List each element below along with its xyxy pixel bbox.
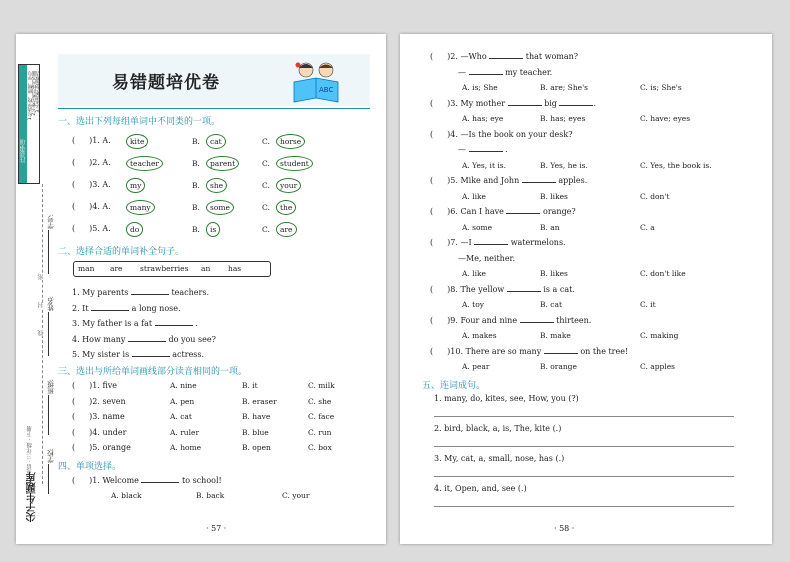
option-c[interactable]: C. she <box>308 396 332 406</box>
option-c[interactable]: C. making <box>640 331 679 340</box>
option-b[interactable]: B. likes <box>540 269 568 278</box>
seal-mark: 线 <box>38 330 45 336</box>
answer-blank[interactable] <box>469 151 503 152</box>
option-b[interactable]: B. it <box>242 381 258 390</box>
option-a[interactable]: A. ruler <box>170 427 200 437</box>
question-row: ( )3. A. <box>72 180 111 189</box>
option-letter: B. <box>192 203 200 212</box>
option-b[interactable]: B. has; eyes <box>540 114 586 123</box>
option-b[interactable]: some <box>206 200 234 215</box>
option-b[interactable]: B. cat <box>540 300 562 309</box>
option-c[interactable]: C. is; She's <box>640 83 682 92</box>
answer-line[interactable] <box>434 506 734 507</box>
name-field[interactable] <box>48 312 49 356</box>
question-line: ( )9. Four and nine thirteen. <box>430 315 592 325</box>
option-letter: C. <box>262 181 270 190</box>
option-a[interactable]: A. black <box>111 491 142 500</box>
question-line: ( )10. There are so many on the tree! <box>430 346 629 356</box>
option-c[interactable]: C. run <box>308 427 332 437</box>
class-label: 班级: <box>47 379 55 395</box>
option-a[interactable]: A. is; She <box>462 83 498 92</box>
option-a[interactable]: A. some <box>462 222 493 232</box>
question-row: ( )1. Welcome to school! <box>72 476 222 485</box>
option-c[interactable]: C. a <box>640 222 655 232</box>
section-5-heading: 五、连词成句。 <box>422 381 486 391</box>
option-c[interactable]: C. have; eyes <box>640 114 691 123</box>
sentence-row: 4. How many do you see? <box>72 334 216 344</box>
option-b[interactable]: is <box>206 222 220 237</box>
option-c[interactable]: are <box>276 222 297 237</box>
reorder-prompt: 3. My, cat, a, small, nose, has (.) <box>434 454 565 463</box>
question-line: ( )6. Can I have orange? <box>430 207 576 216</box>
option-b[interactable]: B. orange <box>540 362 577 371</box>
question-line: ( )3. My mother big . <box>430 98 597 108</box>
answer-blank[interactable] <box>91 310 129 311</box>
option-b[interactable]: parent <box>206 156 239 171</box>
answer-blank[interactable] <box>506 213 540 214</box>
option-b[interactable]: B. Yes, he is. <box>540 160 588 170</box>
question-line: ( )8. The yellow is a cat. <box>430 284 575 294</box>
option-c[interactable]: C. Yes, the book is. <box>640 160 712 170</box>
option-a[interactable]: my <box>126 178 145 193</box>
option-a[interactable]: do <box>126 222 143 237</box>
option-c[interactable]: C. apples <box>640 362 675 371</box>
option-a[interactable]: A. like <box>462 191 486 201</box>
question-row: ( )1. A. <box>72 136 111 145</box>
section-2-heading: 二、选择合适的单词补全句子。 <box>58 247 185 257</box>
class-field[interactable] <box>48 395 49 435</box>
option-c[interactable]: C. don't like <box>640 269 686 278</box>
answer-blank[interactable] <box>131 294 169 295</box>
option-c[interactable]: your <box>276 178 301 193</box>
option-a[interactable]: A. home <box>170 443 202 452</box>
page-title: 易错题培优卷 <box>112 73 220 93</box>
answer-blank[interactable] <box>559 105 593 106</box>
option-b[interactable]: B. eraser <box>242 396 277 406</box>
option-letter: B. <box>192 181 200 190</box>
answer-blank[interactable] <box>507 291 541 292</box>
option-c[interactable]: C. it <box>640 300 656 309</box>
option-c[interactable]: C. box <box>308 443 332 452</box>
option-b[interactable]: B. an <box>540 222 560 232</box>
option-c[interactable]: horse <box>276 134 305 149</box>
answer-line[interactable] <box>434 416 734 417</box>
word-bank-item: has <box>228 264 242 273</box>
question-row: ( )2. A. <box>72 158 111 167</box>
question-line: ( )4. —Is the book on your desk? <box>430 129 573 139</box>
school-field[interactable] <box>48 464 49 494</box>
option-c[interactable]: the <box>276 200 296 215</box>
option-b[interactable]: B. blue <box>242 427 269 437</box>
question-line: ( )2. —Who that woman? <box>430 52 579 61</box>
notice-line: 3.字迹清楚,卷面整洁 <box>36 71 41 113</box>
reorder-prompt: 1. many, do, kites, see, How, you (?) <box>434 394 579 403</box>
book-title: 尖子生题库 <box>27 472 38 522</box>
left-page <box>16 34 386 544</box>
edition-label: 英语 · 三年级 · 下册 <box>27 426 33 475</box>
id-label: 学号: <box>47 214 55 230</box>
reorder-prompt: 2. bird, black, a, is, The, kite (.) <box>434 424 562 433</box>
option-letter: C. <box>262 137 270 146</box>
option-b[interactable]: B. make <box>540 331 571 340</box>
option-b[interactable]: B. have <box>242 412 271 421</box>
option-b[interactable]: B. likes <box>540 191 568 201</box>
question-row: ( )2. seven <box>72 396 126 406</box>
page-number: · 57 · <box>206 524 227 533</box>
sentence-row: 3. My father is a fat . <box>72 319 198 328</box>
option-c[interactable]: student <box>276 156 313 171</box>
word-bank-item: an <box>201 264 211 273</box>
option-a[interactable]: A. Yes, it is. <box>462 160 506 170</box>
option-a[interactable]: A. has; eye <box>462 114 504 123</box>
question-line: ( )7. —I watermelons. <box>430 238 566 247</box>
answer-blank[interactable] <box>469 74 503 75</box>
option-a[interactable]: A. cat <box>170 412 192 421</box>
option-a[interactable]: A. toy <box>462 300 484 309</box>
option-b[interactable]: cat <box>206 134 226 149</box>
question-line: —Me, neither. <box>458 253 516 263</box>
sentence-row: 5. My sister is actress. <box>72 350 205 359</box>
notice-line: 1.写清学校、班级、学号 <box>28 71 33 121</box>
seal-mark: 封 <box>38 302 45 308</box>
option-c[interactable]: C. your <box>282 491 310 500</box>
question-line: ( )5. Mike and John apples. <box>430 176 588 185</box>
answer-line[interactable] <box>434 446 734 447</box>
option-a[interactable]: many <box>126 200 155 215</box>
option-c[interactable]: C. face <box>308 412 335 421</box>
question-line: — . <box>458 145 508 154</box>
page-number: · 58 · <box>554 524 575 533</box>
logo-text: ABC <box>319 86 334 94</box>
option-b[interactable]: B. back <box>196 491 225 500</box>
section-1-heading: 一、选出下列每组单词中不同类的一项。 <box>58 117 221 127</box>
option-letter: B. <box>192 159 200 168</box>
option-a[interactable]: kite <box>126 134 148 149</box>
sidebar <box>16 34 54 544</box>
answer-line[interactable] <box>434 476 734 477</box>
option-letter: C. <box>262 159 270 168</box>
word-bank-item: are <box>110 264 123 273</box>
option-letter: C. <box>262 225 270 234</box>
question-row: ( )4. under <box>72 427 127 437</box>
word-bank-item: man <box>78 264 95 273</box>
option-a[interactable]: A. like <box>462 269 486 278</box>
section-3-heading: 三、选出与所给单词画线部分读音相同的一项。 <box>58 367 248 377</box>
kids-reading-icon <box>284 60 350 106</box>
word-bank-item: strawberries <box>140 264 189 273</box>
answer-blank[interactable] <box>520 322 554 323</box>
notice-line: 2.不要在密封线内答题 <box>32 71 37 116</box>
answer-blank[interactable] <box>544 353 578 354</box>
question-line: — my teacher. <box>458 67 553 77</box>
option-letter: C. <box>262 203 270 212</box>
option-a[interactable]: A. nine <box>170 381 197 390</box>
sentence-row: 2. It a long nose. <box>72 303 181 313</box>
name-label: 姓名: <box>47 296 55 312</box>
id-field[interactable] <box>48 230 49 274</box>
option-b[interactable]: B. open <box>242 443 271 452</box>
option-letter: B. <box>192 137 200 146</box>
school-label: 学校: <box>47 448 55 464</box>
answer-blank[interactable] <box>155 325 193 326</box>
option-b[interactable]: she <box>206 178 227 193</box>
option-c[interactable]: C. don't <box>640 191 670 201</box>
answer-blank[interactable] <box>128 341 166 342</box>
option-a[interactable]: A. makes <box>462 331 497 340</box>
question-row: ( )5. orange <box>72 443 131 452</box>
answer-blank[interactable] <box>508 105 542 106</box>
option-letter: B. <box>192 225 200 234</box>
question-row: ( )3. name <box>72 412 125 421</box>
question-row: ( )5. A. <box>72 224 111 233</box>
answer-blank[interactable] <box>141 482 179 483</box>
question-row: ( )1. five <box>72 381 118 390</box>
notice-box <box>18 64 40 184</box>
seal-mark: 密 <box>38 274 45 280</box>
option-a[interactable]: A. pen <box>170 396 195 406</box>
option-b[interactable]: B. are; She's <box>540 83 589 92</box>
reorder-prompt: 4. it, Open, and, see (.) <box>434 484 527 493</box>
option-a[interactable]: teacher <box>126 156 163 171</box>
answer-blank[interactable] <box>132 356 170 357</box>
right-page <box>400 34 772 544</box>
question-row: ( )4. A. <box>72 202 111 211</box>
sentence-row: 1. My parents teachers. <box>72 288 210 297</box>
answer-blank[interactable] <box>474 244 508 245</box>
section-4-heading: 四、单项选择。 <box>58 462 122 472</box>
option-a[interactable]: A. pear <box>462 362 490 371</box>
notice-title: 注意事项 <box>20 139 27 163</box>
answer-blank[interactable] <box>489 58 523 59</box>
answer-blank[interactable] <box>522 182 556 183</box>
option-c[interactable]: C. milk <box>308 381 335 390</box>
